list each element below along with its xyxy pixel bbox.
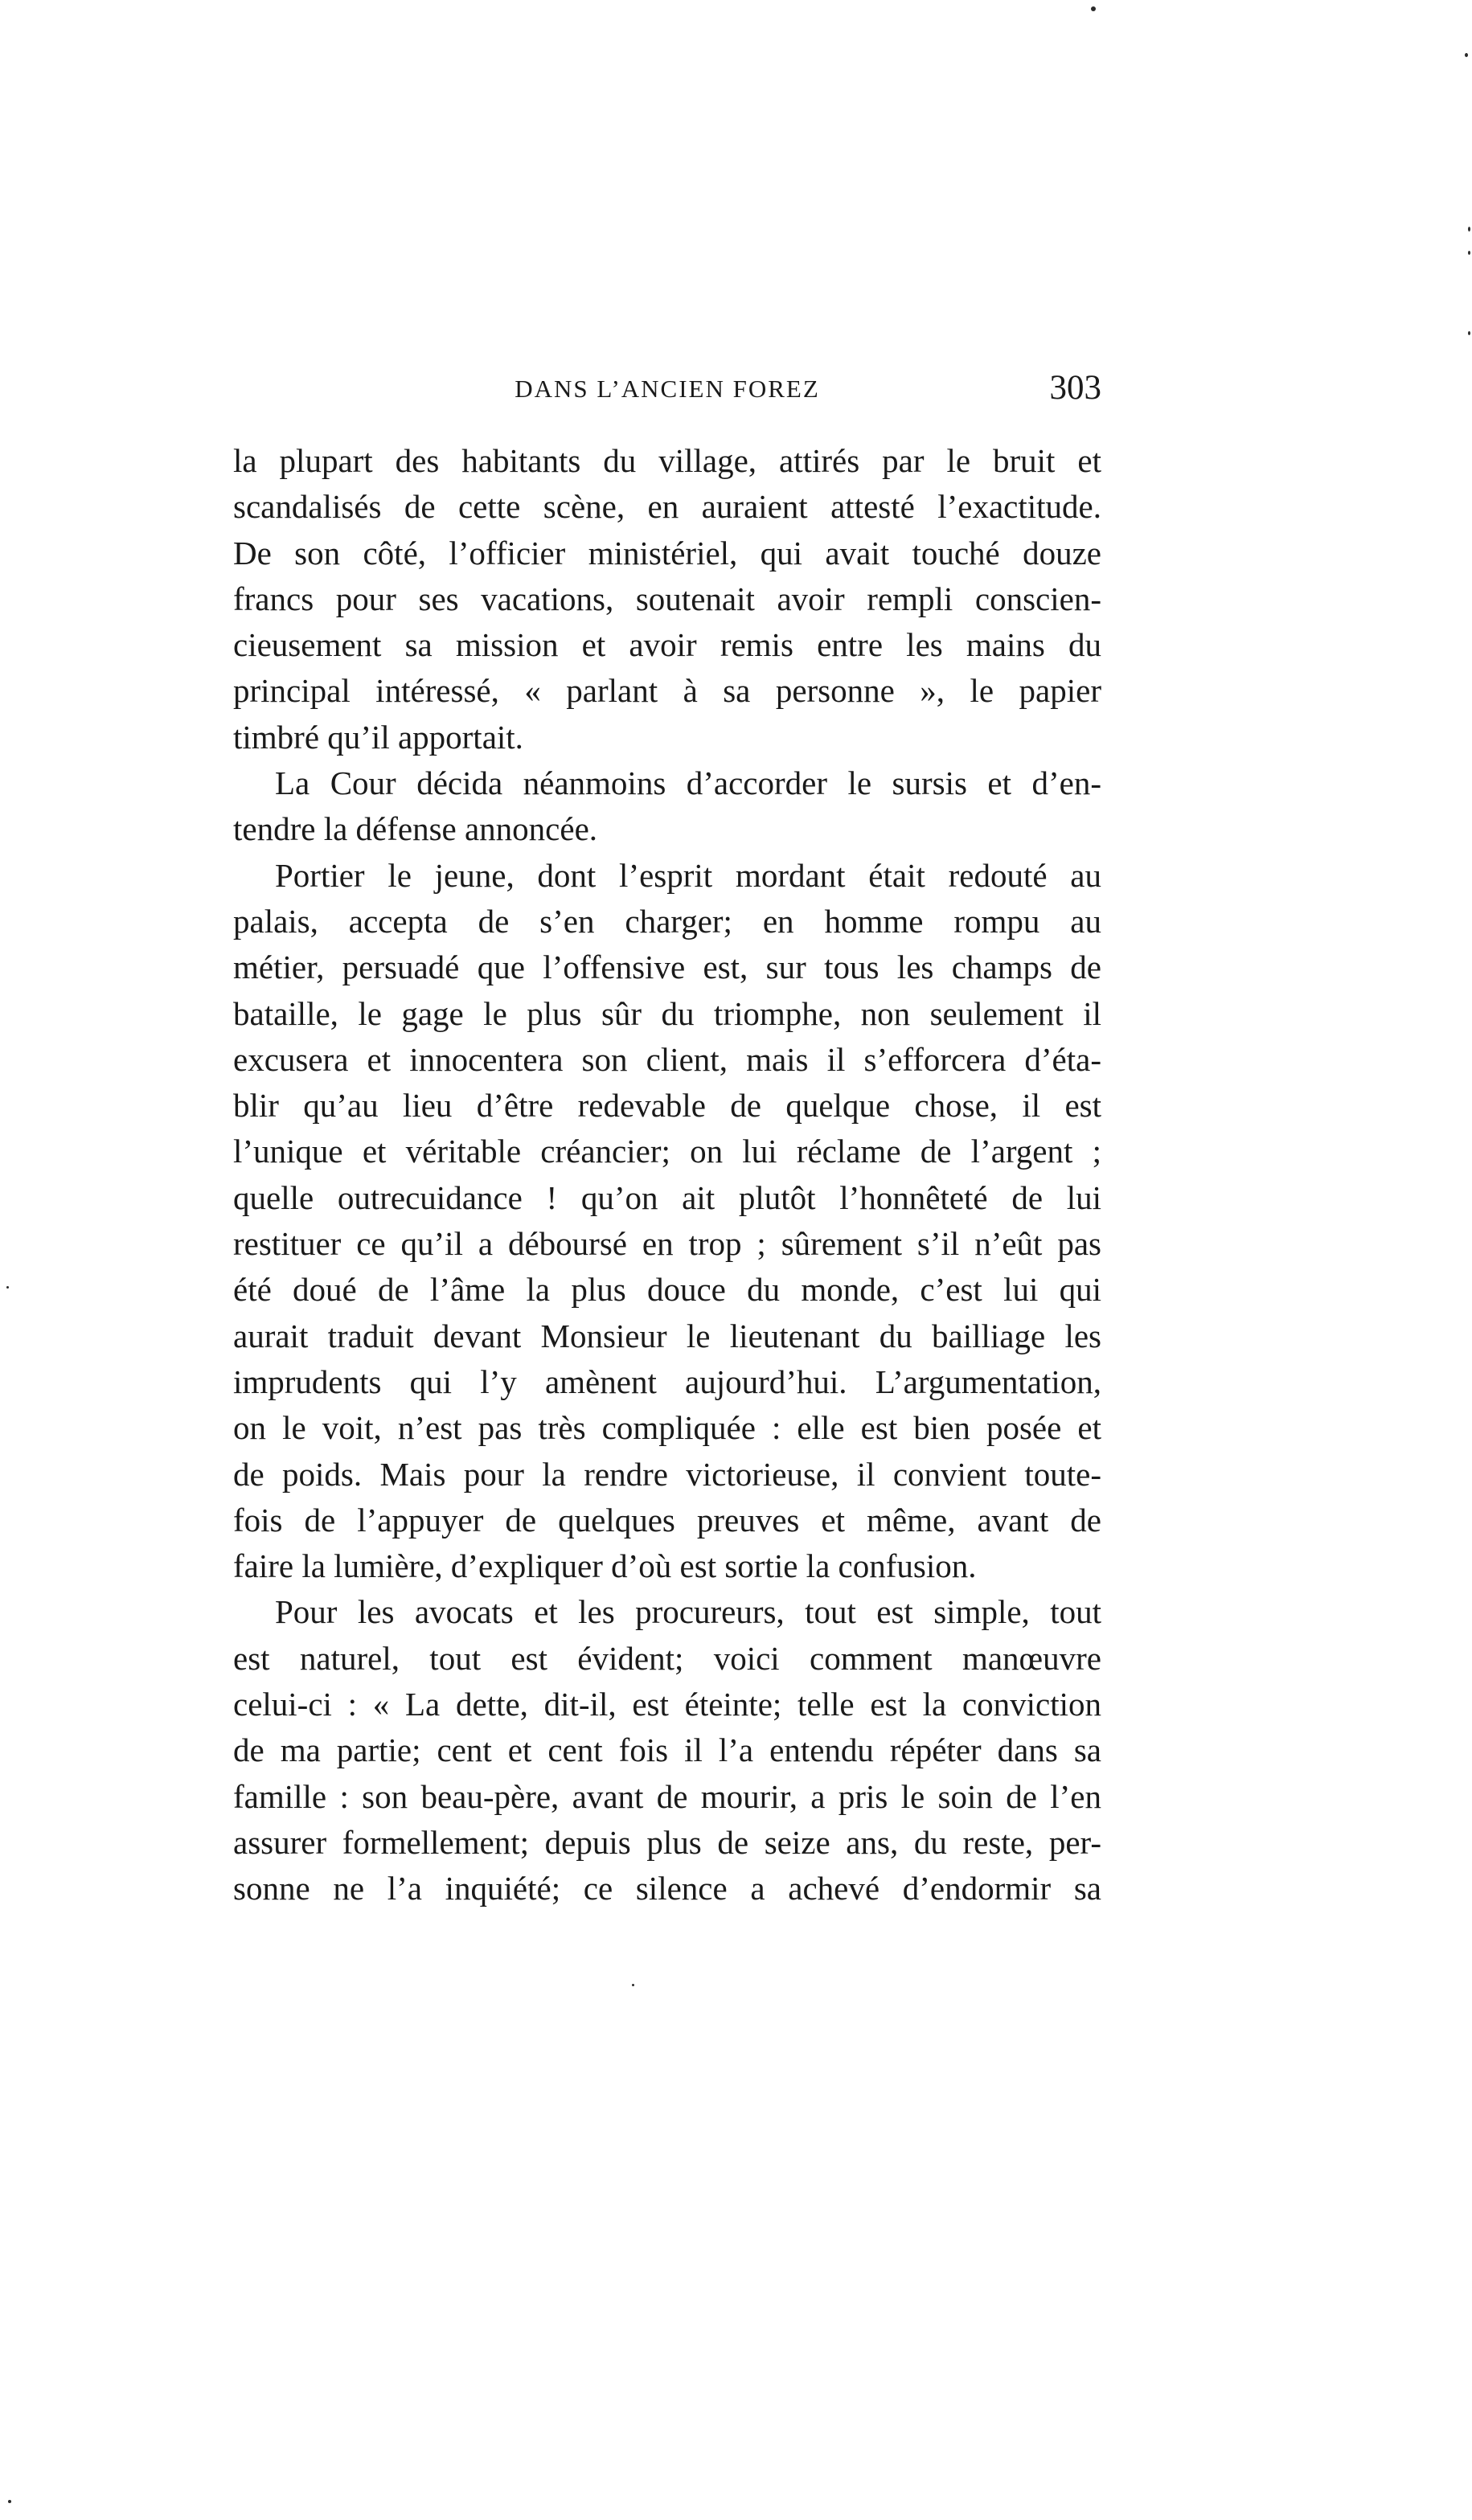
text-line: quelle outrecuidance ! qu’on ait plutôt l’honnêteté de lui — [233, 1178, 1101, 1216]
text-line: sonne ne l’a inquiété; ce silence a achevé d’endormir sa — [233, 1870, 1101, 1907]
scan-speck — [1468, 331, 1470, 335]
text-line: on le voit, n’est pas très compliquée : elle est bien posée et — [233, 1409, 1101, 1447]
scan-speck — [1091, 6, 1096, 11]
text-line: tendre la défense annoncée. — [233, 810, 598, 848]
text-line: Portier le jeune, dont l’esprit mordant était redouté au — [275, 856, 1101, 894]
text-line: est naturel, tout est évident; voici comment manœuvre — [233, 1639, 1101, 1677]
body-text — [233, 438, 1101, 1912]
text-line: fois de l’appuyer de quelques preuves et même, avant de — [233, 1501, 1101, 1539]
text-line: faire la lumière, d’expliquer d’où est sortie la confusion. — [233, 1547, 977, 1585]
text-line: excusera et innocentera son client, mais il s’efforcera d’éta- — [233, 1040, 1101, 1078]
text-line: assurer formellement; depuis plus de seize ans, du reste, per- — [233, 1823, 1101, 1861]
text-line: blir qu’au lieu d’être redevable de quelque chose, il est — [233, 1087, 1101, 1125]
text-line: de ma partie; cent et cent fois il l’a entendu répéter dans sa — [233, 1731, 1101, 1769]
scan-speck — [1468, 227, 1470, 232]
text-line: métier, persuadé que l’offensive est, sur tous les champs de — [233, 949, 1101, 986]
scan-speck — [1468, 251, 1470, 255]
text-line: l’unique et véritable créancier; on lui réclame de l’argent ; — [233, 1133, 1101, 1170]
text-line: de poids. Mais pour la rendre victorieuse, il convient toute- — [233, 1455, 1101, 1493]
text-line: De son côté, l’officier ministériel, qui avait touché douze — [233, 534, 1101, 572]
running-head — [233, 368, 1101, 416]
scan-speck — [632, 1984, 634, 1986]
text-line: la plupart des habitants du village, attirés par le bruit et — [233, 442, 1101, 479]
text-line: palais, accepta de s’en charger; en homme rompu au — [233, 902, 1101, 940]
text-line: scandalisés de cette scène, en auraient attesté l’exactitude. — [233, 488, 1101, 526]
running-title: DANS L’ANCIEN FOREZ — [515, 375, 820, 403]
text-line: timbré qu’il apportait. — [233, 718, 523, 756]
text-line: francs pour ses vacations, soutenait avoir rempli conscien- — [233, 580, 1101, 617]
page-number: 303 — [1049, 369, 1101, 407]
text-line: restituer ce qu’il a déboursé en trop ; sûrement s’il n’eût pas — [233, 1225, 1101, 1263]
text-line: famille : son beau-père, avant de mourir, a pris le soin de l’en — [233, 1777, 1101, 1815]
text-line: La Cour décida néanmoins d’accorder le sursis et d’en- — [275, 764, 1101, 802]
text-line: aurait traduit devant Monsieur le lieutenant du bailliage les — [233, 1317, 1101, 1354]
scan-speck — [6, 1286, 9, 1289]
text-line: principal intéressé, « parlant à sa personne », le papier — [233, 672, 1101, 710]
scan-speck — [1465, 53, 1468, 57]
text-line: bataille, le gage le plus sûr du triomphe, non seulement il — [233, 994, 1101, 1032]
text-line: Pour les avocats et les procureurs, tout est simple, tout — [275, 1593, 1101, 1631]
text-line: été doué de l’âme la plus douce du monde, c’est lui qui — [233, 1271, 1101, 1309]
text-line: celui-ci : « La dette, dit-il, est éteinte; telle est la conviction — [233, 1686, 1101, 1723]
text-line: cieusement sa mission et avoir remis entre les mains du — [233, 626, 1101, 664]
scan-speck — [8, 2500, 11, 2503]
text-line: imprudents qui l’y amènent aujourd’hui. L’argumentation, — [233, 1362, 1101, 1400]
